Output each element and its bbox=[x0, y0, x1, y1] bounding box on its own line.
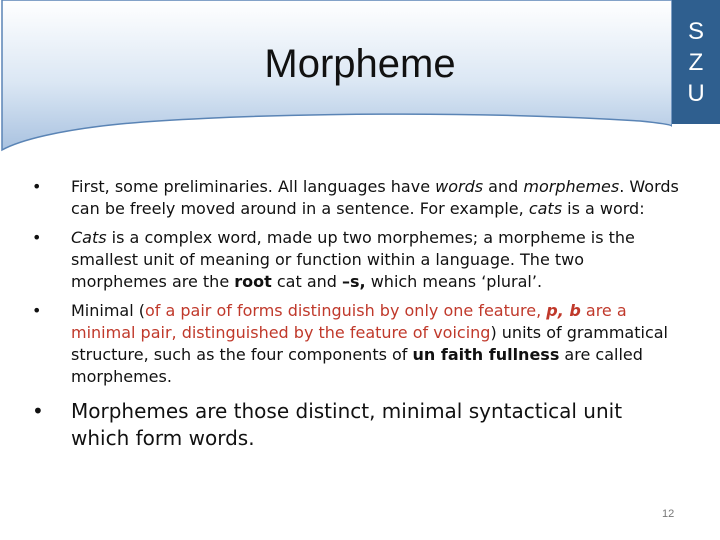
logo-letter-s: S bbox=[687, 17, 704, 45]
emphasis-text: un faith fullness bbox=[412, 345, 560, 364]
emphasis-text: Cats bbox=[71, 228, 107, 247]
bullet-item bbox=[30, 300, 680, 388]
bullet-dot-icon: • bbox=[32, 177, 42, 196]
logo-letter-u: U bbox=[687, 79, 705, 107]
bullet-text: are called morphemes. bbox=[71, 345, 643, 386]
emphasis-text: –s, bbox=[342, 272, 366, 291]
bullet-text: is a complex word, made up two morphemes; a morpheme is the smallest unit of meaning or function within a language. The two morphemes are the bbox=[71, 228, 635, 291]
red-emphasis-text: p, b bbox=[546, 301, 581, 320]
red-note-text: of a pair of forms distinguish by only one feature, bbox=[145, 301, 547, 320]
emphasis-text: morphemes bbox=[523, 177, 620, 196]
red-note-text: are a minimal pair, distinguished by the feature of voicing bbox=[71, 301, 627, 342]
bullet-text: which means ‘plural’. bbox=[365, 272, 543, 291]
slide-header bbox=[0, 0, 672, 152]
page-number: 12 bbox=[662, 508, 675, 520]
bullet-dot-icon: • bbox=[32, 301, 42, 320]
bullet-text: Minimal ( bbox=[71, 301, 145, 320]
bullet-dot-icon: • bbox=[32, 399, 44, 423]
bullet-text: cat and bbox=[271, 272, 343, 291]
bullet-text: and bbox=[483, 177, 524, 196]
bullet-text: Morphemes are those distinct, minimal syntactical unit which form words. bbox=[71, 399, 623, 450]
emphasis-text: root bbox=[234, 272, 272, 291]
bullet-item bbox=[30, 227, 680, 293]
bullet-item bbox=[30, 398, 680, 452]
bullet-text: is a word: bbox=[562, 199, 645, 218]
slide-content bbox=[30, 176, 680, 459]
bullet-text: . Words can be freely moved around in a sentence. For example, bbox=[71, 177, 679, 218]
bullet-dot-icon: • bbox=[32, 228, 42, 247]
bullet-text: First, some preliminaries. All languages have bbox=[71, 177, 436, 196]
bullet-text: ) units of grammatical structure, such as the four components of bbox=[71, 323, 668, 364]
page-title: Morpheme bbox=[264, 42, 456, 86]
emphasis-text: words bbox=[435, 177, 484, 196]
emphasis-text: cats bbox=[528, 199, 563, 218]
logo-letter-z: Z bbox=[688, 48, 704, 76]
bullet-item bbox=[30, 176, 680, 220]
szu-logo bbox=[672, 0, 720, 124]
